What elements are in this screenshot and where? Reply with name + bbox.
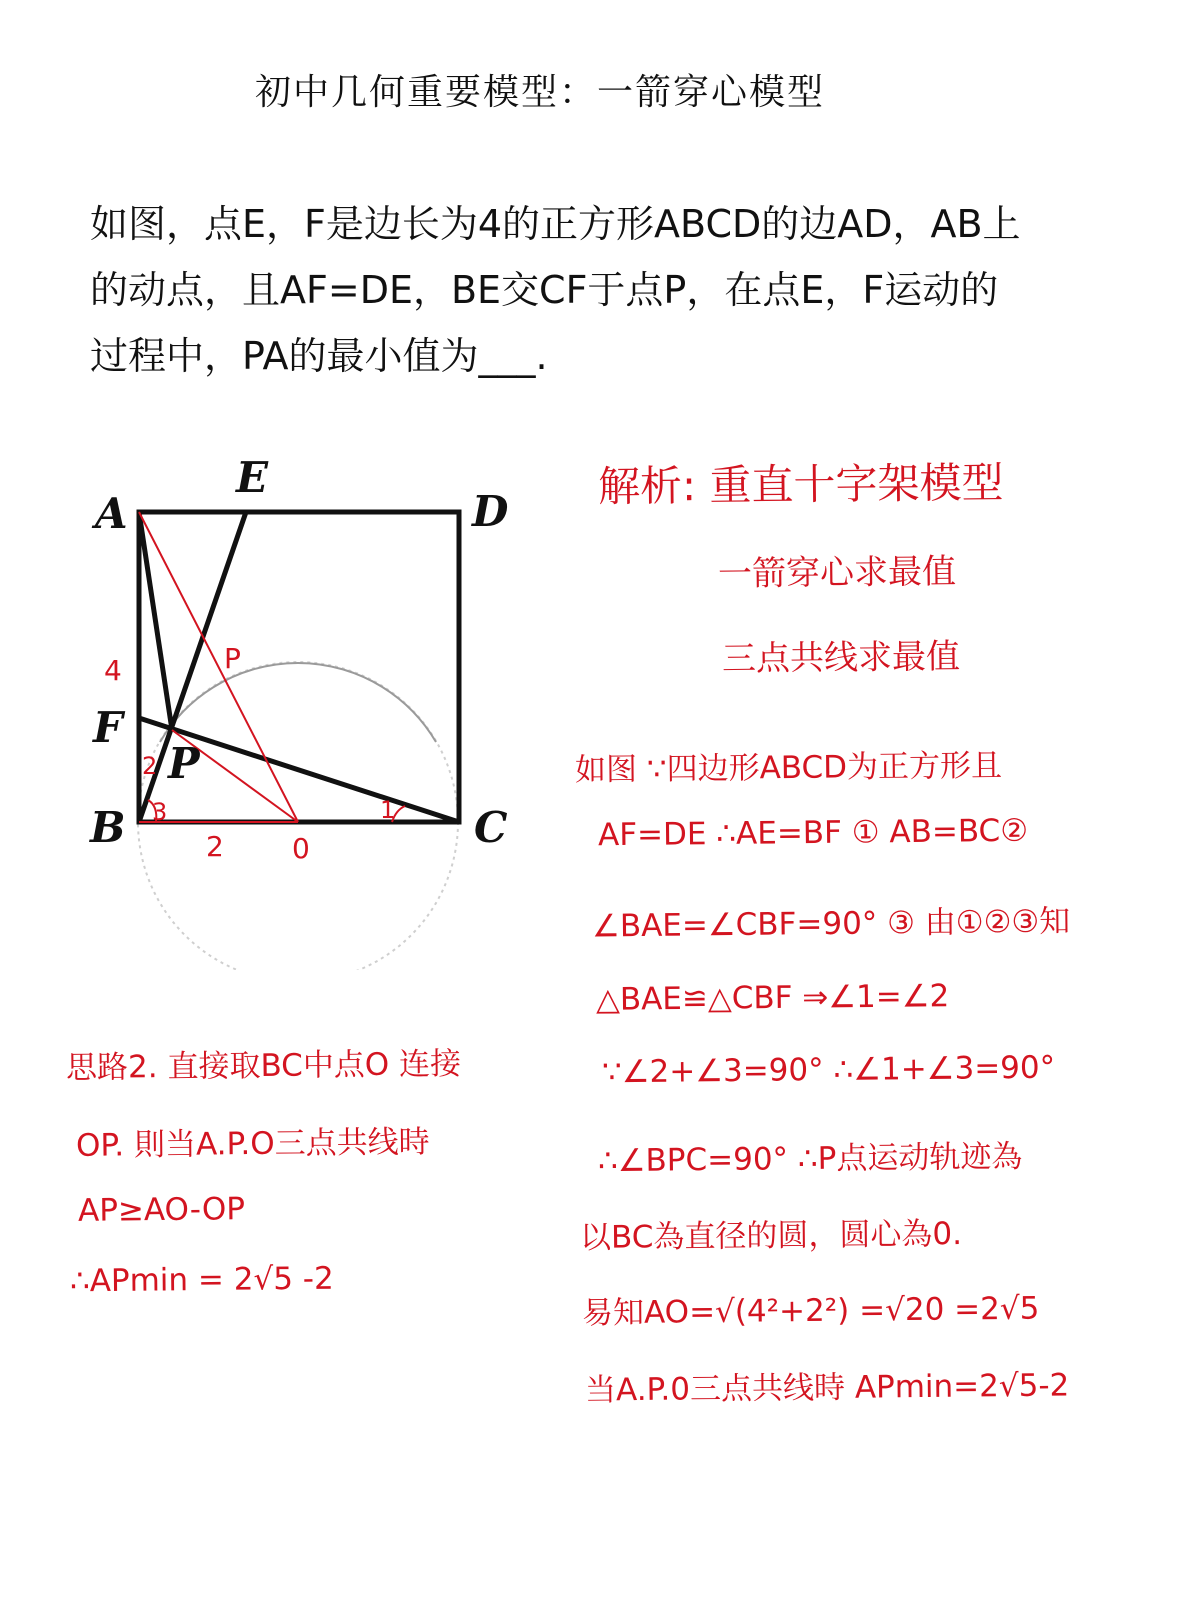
analysis-step: AF=DE ∴AE=BF ① AB=BC② [597,812,1029,854]
analysis-heading: 解析: 重直十字架模型 [597,457,1004,512]
analysis-step: △BAE≌△CBF ⇒∠1=∠2 [595,978,950,1018]
half-length-label: 2 [206,830,224,863]
problem-line: 如图，点E，F是边长为4的正方形ABCD的边AD，AB上 [90,202,1021,246]
analysis-step: ∵∠2+∠3=90° ∴∠1+∠3=90° [601,1049,1056,1091]
label-a: A [95,489,128,538]
method2-line: AP≥AO-OP [77,1191,246,1229]
angle-2-label: 2 [142,752,158,780]
analysis-point-1: 一箭穿心求最值 [717,551,957,595]
analysis-point-2: 三点共线求最值 [721,636,961,680]
method2-line: OP. 則当A.P.O三点共线時 [75,1124,430,1164]
label-p: P [168,739,200,788]
angle-3-label: 3 [152,798,168,826]
problem-line: 的动点，且AF=DE，BE交CF于点P，在点E，F运动的 [90,268,999,312]
problem-statement [90,200,1090,398]
method2-line: ∴APmin = 2√5 -2 [69,1260,334,1300]
analysis-step: 如图 ∵四边形ABCD为正方形且 [574,747,1003,789]
geometry-figure [0,430,560,970]
angle-1-label: 1 [380,796,396,824]
side-length-label: 4 [104,654,122,687]
analysis-step: 以BC為直径的圆，圆心為0. [579,1216,963,1256]
problem-line: 过程中，PA的最小值为___. [90,334,548,378]
label-d: D [472,487,509,536]
page-title: 初中几何重要模型：一箭穿心模型 [254,72,825,113]
analysis-step: ∠BAE=∠CBF=90° ③ 由①②③知 [591,903,1071,945]
label-f: F [93,703,123,752]
label-b: B [90,803,126,852]
method2-line: 思路2. 直接取BC中点O 连接 [65,1045,462,1087]
analysis-step: ∴∠BPC=90° ∴P点运动轨迹為 [597,1138,1023,1180]
analysis-step: 当A.P.0三点共线時 APmin=2√5-2 [584,1367,1070,1409]
center-o-label: 0 [292,832,310,865]
label-c: C [474,803,508,852]
label-e: E [236,453,269,502]
analysis-step: 易知AO=√(4²+2²) =√20 =2√5 [581,1290,1040,1332]
locus-arc [160,663,436,742]
moving-p-label: P [224,642,241,675]
